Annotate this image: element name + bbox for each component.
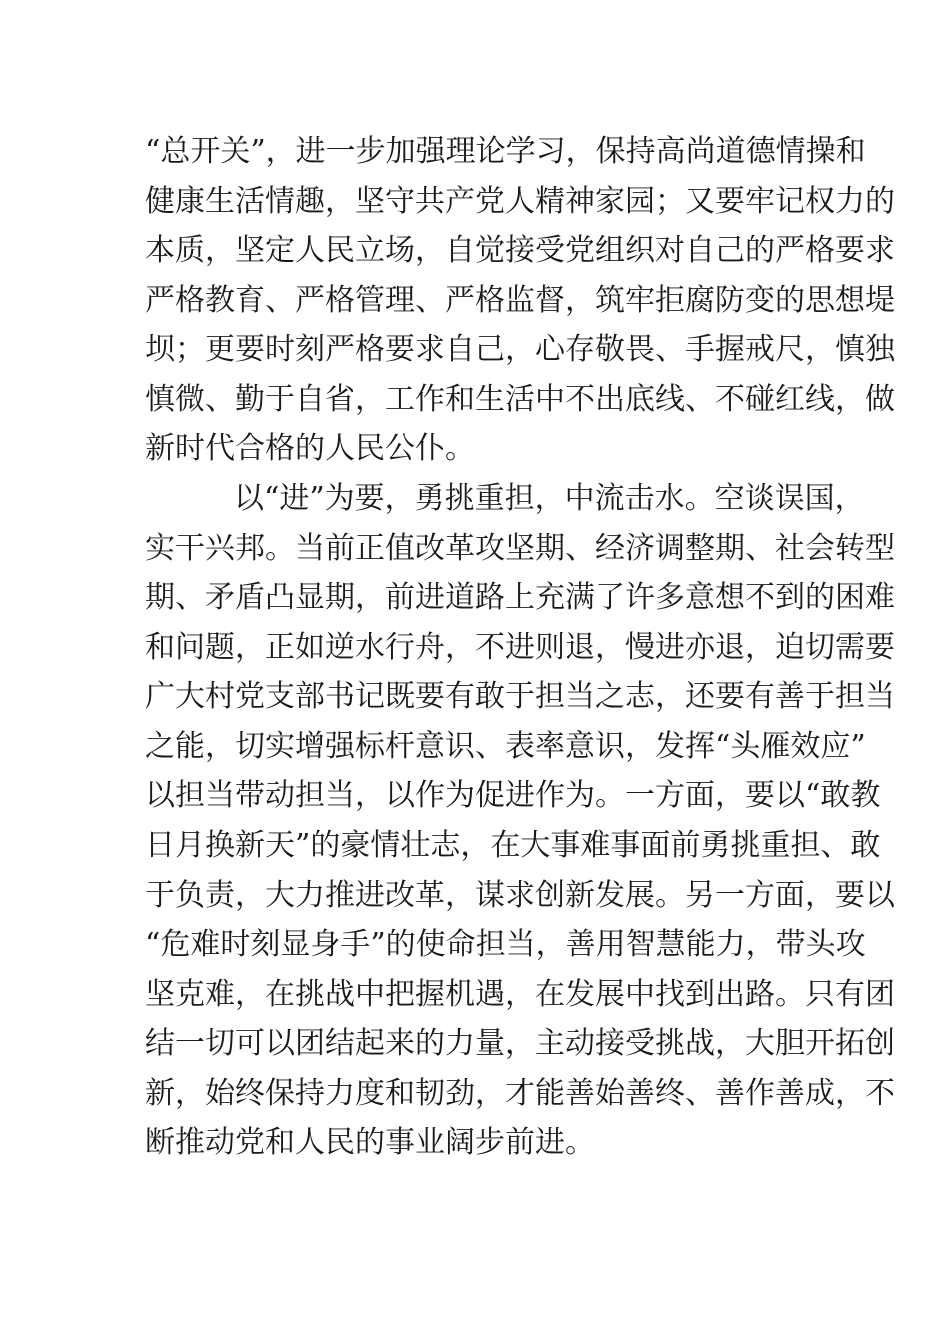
paragraph-2-line-10: “危难时刻显身手”的使命担当，善用智慧能力，带头攻	[145, 927, 866, 962]
paragraph-2-line-5: 广大村党支部书记既要有敢于担当之志，还要有善于担当	[145, 679, 895, 714]
paragraph-2-line-12: 结一切可以团结起来的力量，主动接受挑战，大胆开拓创	[145, 1026, 895, 1061]
paragraph-1-line-1: “总开关”，进一步加强理论学习，保持高尚道德情操和	[145, 134, 866, 169]
paragraph-2-line-9: 于负责，大力推进改革，谋求创新发展。另一方面，要以	[145, 878, 895, 913]
paragraph-2-line-11: 坚克难，在挑战中把握机遇，在发展中找到出路。只有团	[145, 977, 895, 1012]
paragraph-1-line-7: 新时代合格的人民公仆。	[145, 431, 475, 466]
paragraph-2-line-8: 日月换新天”的豪情壮志，在大事难事面前勇挑重担、敢	[145, 828, 881, 863]
paragraph-2-line-13: 新，始终保持力度和韧劲，才能善始善终、善作善成，不	[145, 1076, 895, 1111]
paragraph-2-line-6: 之能，切实增强标杆意识、表率意识，发挥“头雁效应”	[145, 729, 866, 764]
paragraph-2-line-4: 和问题，正如逆水行舟，不进则退，慢进亦退，迫切需要	[145, 630, 895, 665]
paragraph-1-line-6: 慎微、勤于自省，工作和生活中不出底线、不碰红线，做	[145, 382, 895, 417]
paragraph-1-line-5: 坝；更要时刻严格要求自己，心存敬畏、手握戒尺，慎独	[145, 332, 895, 367]
paragraph-2-line-3: 期、矛盾凸显期，前进道路上充满了许多意想不到的困难	[145, 580, 895, 615]
paragraph-2-line-2: 实干兴邦。当前正值改革攻坚期、经济调整期、社会转型	[145, 531, 895, 566]
paragraph-2-line-7: 以担当带动担当，以作为促进作为。一方面，要以“敢教	[145, 778, 881, 813]
paragraph-1-line-3: 本质，坚定人民立场，自觉接受党组织对自己的严格要求	[145, 233, 895, 268]
paragraph-2-line-14: 断推动党和人民的事业阔步前进。	[145, 1125, 595, 1160]
paragraph-2-line-1: 以“进”为要，勇挑重担，中流击水。空谈误国，	[234, 481, 865, 516]
paragraph-1-line-4: 严格教育、严格管理、严格监督，筑牢拒腐防变的思想堤	[145, 283, 895, 318]
paragraph-1-line-2: 健康生活情趣，坚守共产党人精神家园；又要牢记权力的	[145, 184, 895, 219]
